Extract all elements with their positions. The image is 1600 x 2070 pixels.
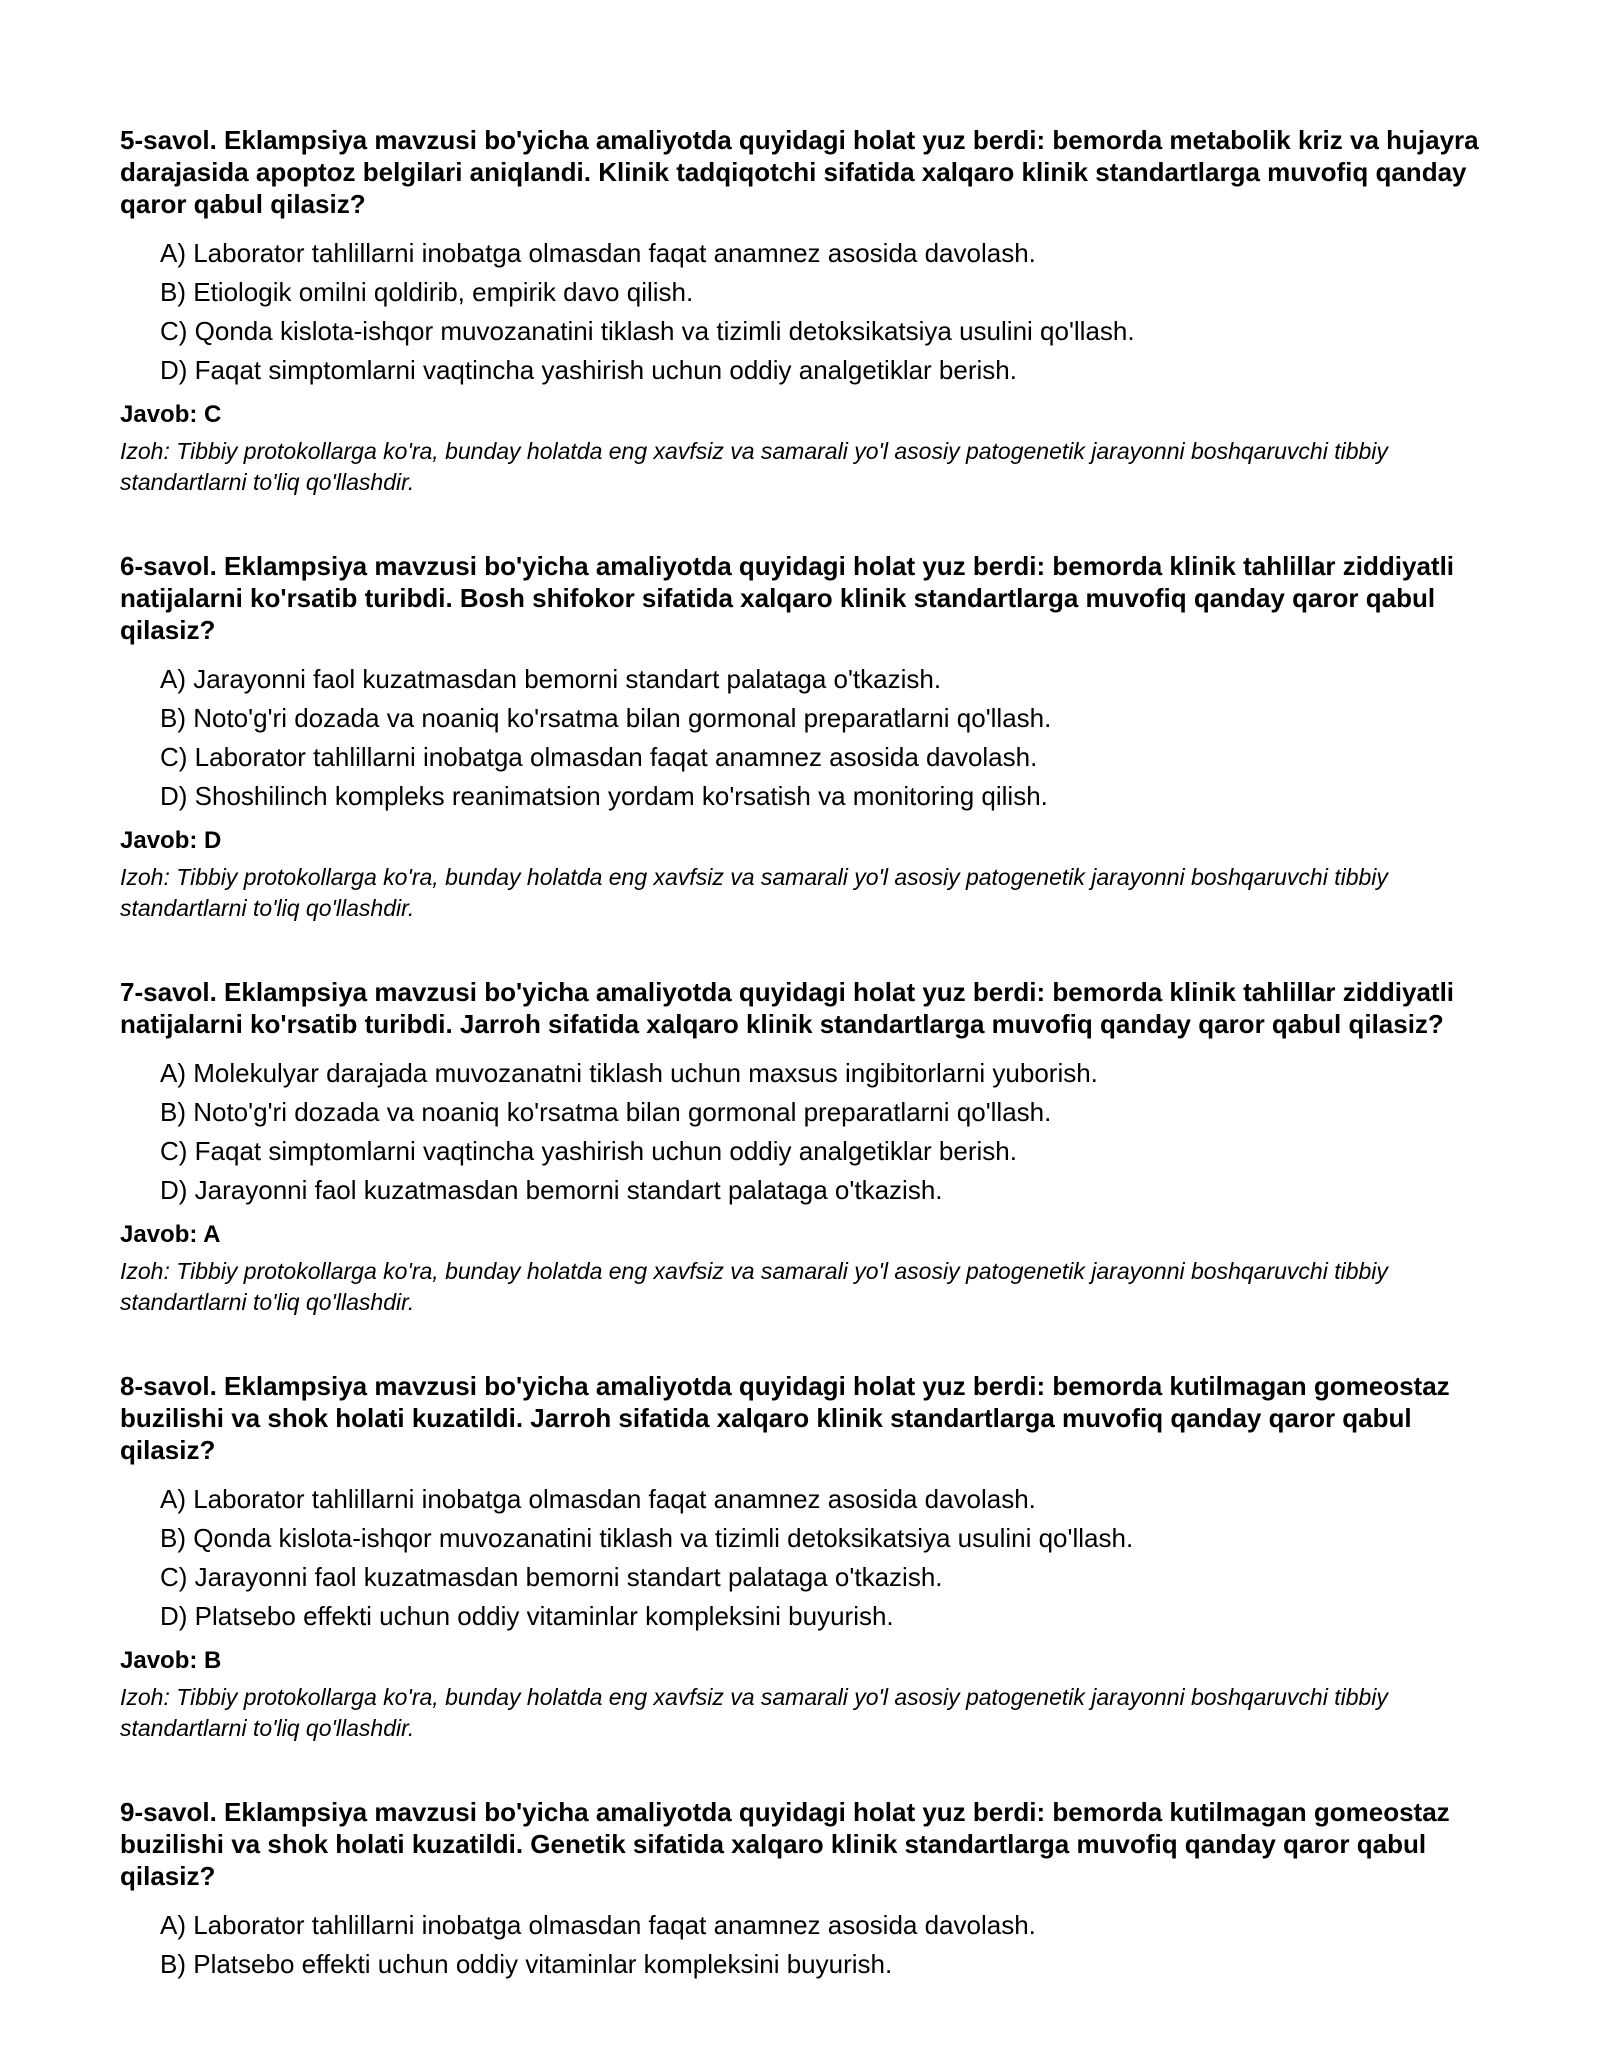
option-a: A) Laborator tahlillarni inobatga olmasdan faqat anamnez asosida davolash.	[160, 1910, 1036, 1940]
option-a: A) Laborator tahlillarni inobatga olmasdan faqat anamnez asosida davolash.	[160, 238, 1036, 268]
option-d: D) Jarayonni faol kuzatmasdan bemorni standart palataga o'tkazish.	[160, 1175, 943, 1205]
answer-line: Javob: C	[120, 401, 222, 428]
option-list	[120, 1054, 1480, 1210]
question-title: 5-savol. Eklampsiya mavzusi bo'yicha amaliyotda quyidagi holat yuz berdi: bemorda metabolik kriz va hujayra darajasida apoptoz belgilari aniqlandi. Klinik tadqiqotchi sifatida xalqaro klinik standartlarga muvofiq qanday qaror qabul qilasiz?	[120, 125, 1479, 219]
question-block	[120, 1796, 1480, 1984]
option-c: C) Jarayonni faol kuzatmasdan bemorni standart palataga o'tkazish.	[160, 1562, 943, 1592]
explanation-note: Izoh: Tibbiy protokollarga ko'ra, bunday holatda eng xavfsiz va samarali yo'l asosiy patogenetik jarayonni boshqaruvchi tibbiy standartlarni to'liq qo'llashdir.	[120, 1258, 1388, 1315]
option-b: B) Platsebo effekti uchun oddiy vitaminlar kompleksini buyurish.	[160, 1949, 893, 1979]
document-page	[120, 124, 1480, 2036]
option-c: C) Qonda kislota-ishqor muvozanatini tiklash va tizimli detoksikatsiya usulini qo'llash.	[160, 316, 1135, 346]
option-list	[120, 234, 1480, 390]
question-title: 8-savol. Eklampsiya mavzusi bo'yicha amaliyotda quyidagi holat yuz berdi: bemorda kutilmagan gomeostaz buzilishi va shok holati kuzatildi. Jarroh sifatida xalqaro klinik standartlarga muvofiq qanday qaror qabul qilasiz?	[120, 1371, 1450, 1465]
option-c: C) Laborator tahlillarni inobatga olmasdan faqat anamnez asosida davolash.	[160, 742, 1038, 772]
option-b: B) Qonda kislota-ishqor muvozanatini tiklash va tizimli detoksikatsiya usulini qo'llash.	[160, 1523, 1134, 1553]
option-d: D) Platsebo effekti uchun oddiy vitaminlar kompleksini buyurish.	[160, 1601, 894, 1631]
option-list	[120, 1906, 1480, 1984]
answer-line: Javob: D	[120, 827, 222, 854]
question-block	[120, 124, 1480, 498]
answer-line: Javob: A	[120, 1221, 221, 1248]
question-title: 9-savol. Eklampsiya mavzusi bo'yicha amaliyotda quyidagi holat yuz berdi: bemorda kutilmagan gomeostaz buzilishi va shok holati kuzatildi. Genetik sifatida xalqaro klinik standartlarga muvofiq qanday qaror qabul qilasiz?	[120, 1797, 1450, 1891]
option-b: B) Noto'g'ri dozada va noaniq ko'rsatma bilan gormonal preparatlarni qo'llash.	[160, 703, 1052, 733]
explanation-note: Izoh: Tibbiy protokollarga ko'ra, bunday holatda eng xavfsiz va samarali yo'l asosiy patogenetik jarayonni boshqaruvchi tibbiy standartlarni to'liq qo'llashdir.	[120, 864, 1388, 921]
option-list	[120, 660, 1480, 816]
explanation-note: Izoh: Tibbiy protokollarga ko'ra, bunday holatda eng xavfsiz va samarali yo'l asosiy patogenetik jarayonni boshqaruvchi tibbiy standartlarni to'liq qo'llashdir.	[120, 438, 1388, 495]
question-title: 7-savol. Eklampsiya mavzusi bo'yicha amaliyotda quyidagi holat yuz berdi: bemorda klinik tahlillar ziddiyatli natijalarni ko'rsatib turibdi. Jarroh sifatida xalqaro klinik standartlarga muvofiq qanday qaror qabul qilasiz?	[120, 977, 1455, 1039]
option-d: D) Faqat simptomlarni vaqtincha yashirish uchun oddiy analgetiklar berish.	[160, 355, 1017, 385]
answer-line: Javob: B	[120, 1647, 222, 1674]
option-b: B) Noto'g'ri dozada va noaniq ko'rsatma bilan gormonal preparatlarni qo'llash.	[160, 1097, 1052, 1127]
option-list	[120, 1480, 1480, 1636]
explanation-note: Izoh: Tibbiy protokollarga ko'ra, bunday holatda eng xavfsiz va samarali yo'l asosiy patogenetik jarayonni boshqaruvchi tibbiy standartlarni to'liq qo'llashdir.	[120, 1684, 1388, 1741]
question-block	[120, 550, 1480, 924]
question-block	[120, 1370, 1480, 1744]
option-c: C) Faqat simptomlarni vaqtincha yashirish uchun oddiy analgetiklar berish.	[160, 1136, 1017, 1166]
option-b: B) Etiologik omilni qoldirib, empirik davo qilish.	[160, 277, 694, 307]
option-a: A) Laborator tahlillarni inobatga olmasdan faqat anamnez asosida davolash.	[160, 1484, 1036, 1514]
option-a: A) Jarayonni faol kuzatmasdan bemorni standart palataga o'tkazish.	[160, 664, 942, 694]
option-a: A) Molekulyar darajada muvozanatni tiklash uchun maxsus ingibitorlarni yuborish.	[160, 1058, 1098, 1088]
question-block	[120, 976, 1480, 1318]
option-d: D) Shoshilinch kompleks reanimatsion yordam ko'rsatish va monitoring qilish.	[160, 781, 1048, 811]
question-title: 6-savol. Eklampsiya mavzusi bo'yicha amaliyotda quyidagi holat yuz berdi: bemorda klinik tahlillar ziddiyatli natijalarni ko'rsatib turibdi. Bosh shifokor sifatida xalqaro klinik standartlarga muvofiq qanday qaror qabul qilasiz?	[120, 551, 1455, 645]
